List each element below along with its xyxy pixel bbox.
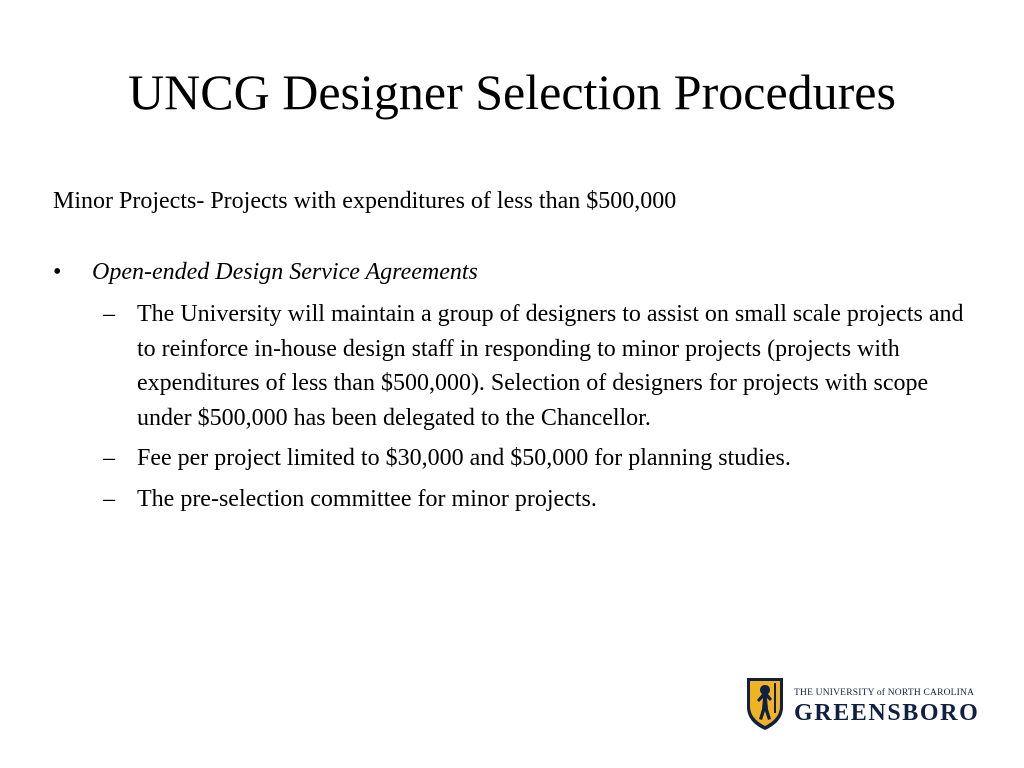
spartan-shield-icon [744, 675, 786, 731]
sub-item [103, 441, 983, 476]
bullet-text: Open-ended Design Service Agreements [92, 259, 478, 285]
logo-greensboro-line: GREENSBORO [794, 700, 980, 726]
slide-title: UNCG Designer Selection Procedures [128, 64, 896, 120]
sub-item-text: The University will maintain a group of designers to assist on small scale projects and to reinforce in-house design staff in responding to minor projects (projects with expenditures of less than $500,000). Selection of designers for projects with scope under $500,000 has been delegated to the Chancellor. [137, 301, 964, 431]
intro-text: Minor Projects- Projects with expenditures of less than $500,000 [53, 188, 677, 214]
bullet-marker: • [53, 259, 62, 285]
dash-marker: – [103, 485, 115, 512]
sub-item [103, 482, 983, 517]
logo-university-line: THE UNIVERSITY of NORTH CAROLINA [794, 688, 975, 698]
sub-item-text: The pre-selection committee for minor projects. [137, 485, 597, 512]
bullet-item [53, 257, 478, 287]
dash-marker: – [103, 301, 115, 327]
uncg-logo [744, 675, 980, 731]
sub-item-text: Fee per project limited to $30,000 and $50,000 for planning studies. [137, 445, 791, 471]
sub-list [103, 297, 983, 522]
dash-marker: – [103, 445, 115, 471]
sub-item [103, 297, 983, 435]
